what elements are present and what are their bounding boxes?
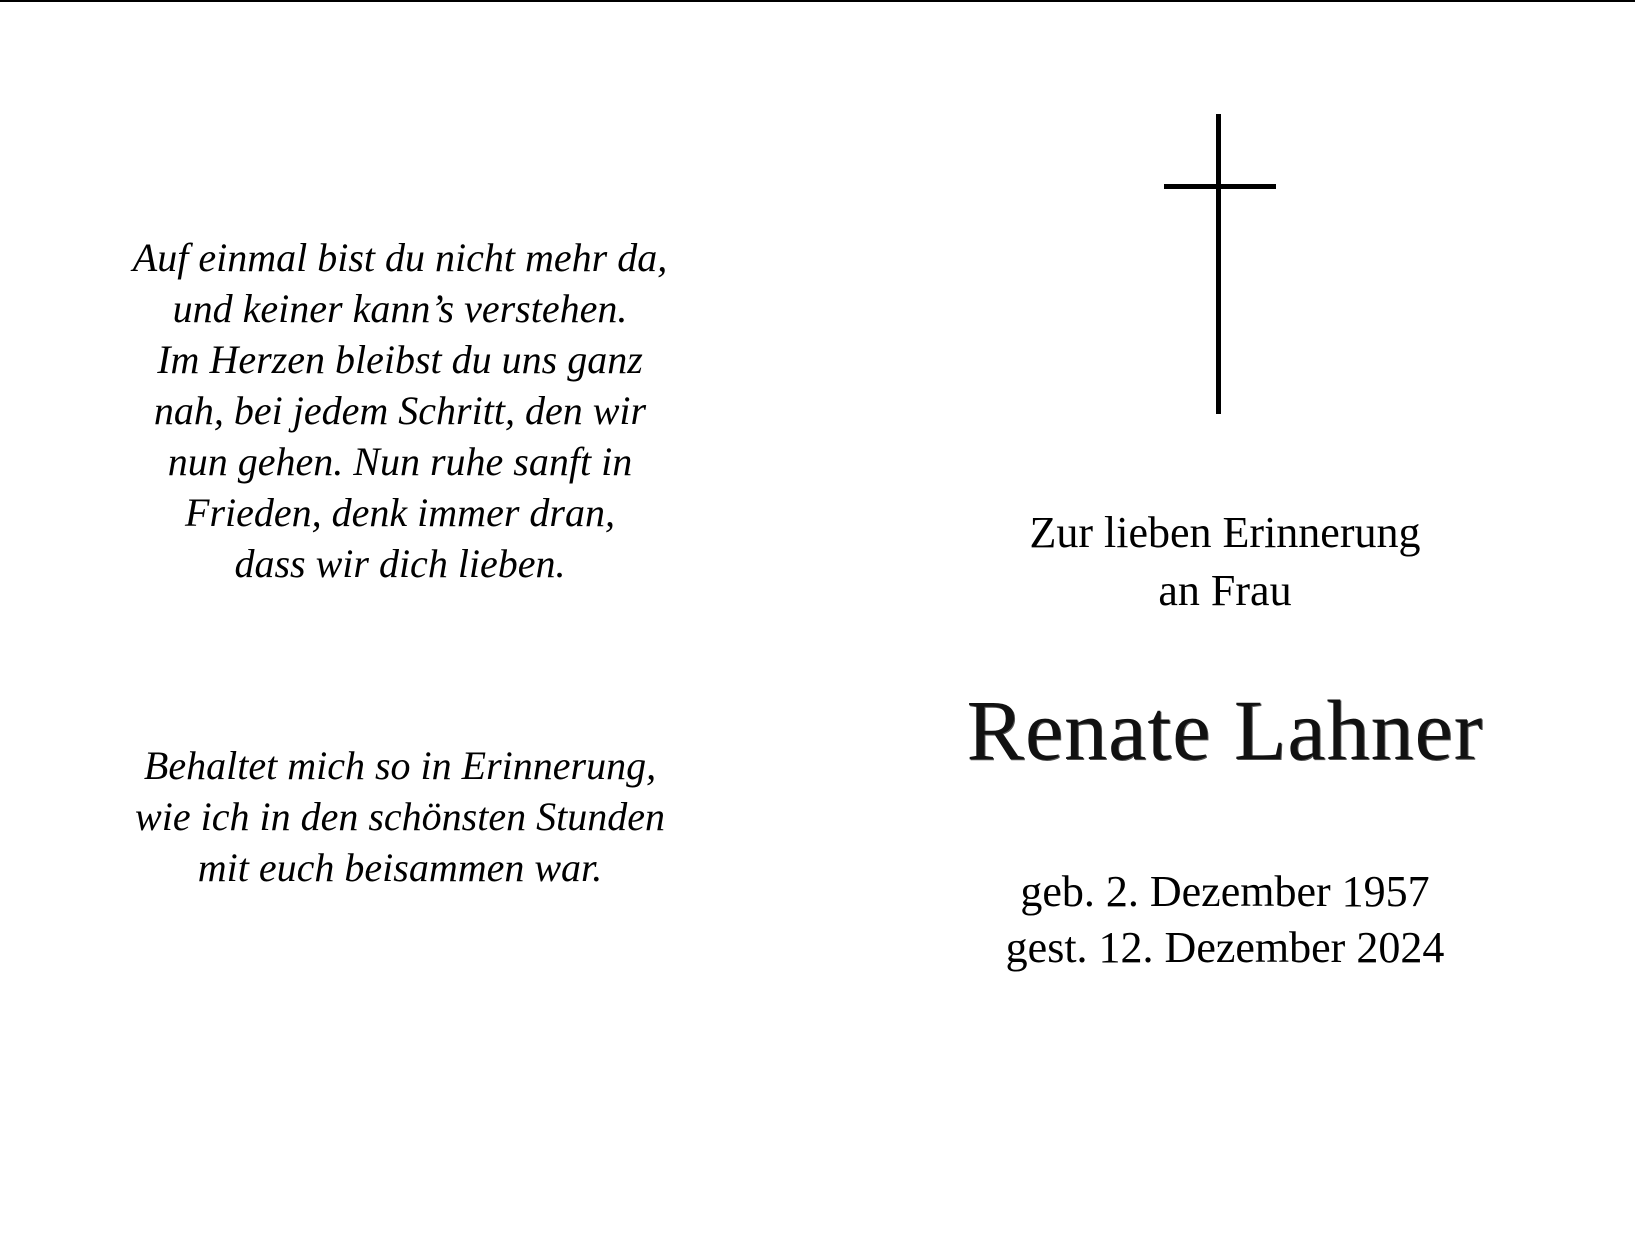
poem-line: Frieden, denk immer dran, <box>185 490 615 535</box>
remembrance-heading <box>860 504 1590 620</box>
poem-line: Im Herzen bleibst du uns ganz <box>157 337 643 382</box>
poem-line: dass wir dich lieben. <box>234 541 566 586</box>
remembrance-line: an Frau <box>1158 566 1292 615</box>
cross-icon <box>1164 114 1276 414</box>
top-border-line <box>0 0 1635 2</box>
death-date: gest. 12. Dezember 2024 <box>1005 923 1445 972</box>
poem-second-verse <box>60 740 740 893</box>
poem-line: nah, bei jedem Schritt, den wir <box>153 388 647 433</box>
poem-line: Behaltet mich so in Erinnerung, <box>143 743 657 788</box>
life-dates <box>860 864 1590 976</box>
poem-first-verse <box>60 232 740 589</box>
poem-line: mit euch beisammen war. <box>197 845 603 890</box>
remembrance-line: Zur lieben Erinnerung <box>1029 508 1421 557</box>
birth-date: geb. 2. Dezember 1957 <box>1020 867 1430 916</box>
poem-line: und keiner kann’s verstehen. <box>172 286 628 331</box>
deceased-name: Renate Lahner <box>966 682 1484 778</box>
poem-line: Auf einmal bist du nicht mehr da, <box>132 235 668 280</box>
poem-line: nun gehen. Nun ruhe sanft in <box>167 439 633 484</box>
poem-line: wie ich in den schönsten Stunden <box>135 794 665 839</box>
